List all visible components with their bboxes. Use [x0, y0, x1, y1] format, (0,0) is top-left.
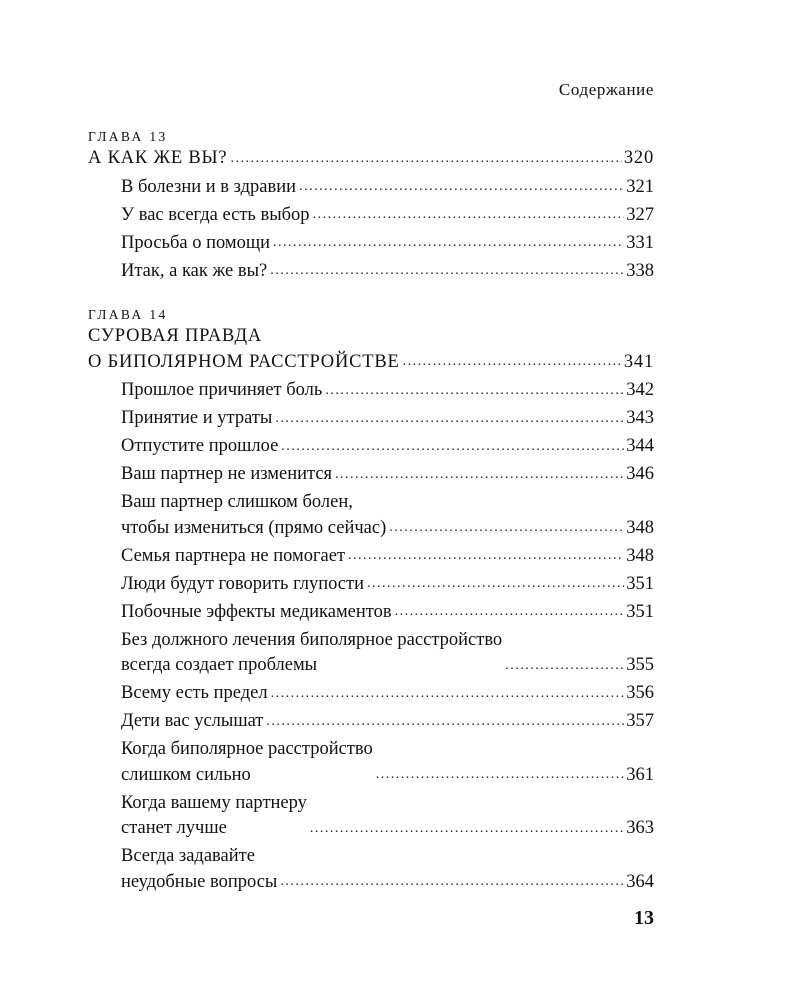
- chapter-14: [88, 306, 654, 895]
- toc-entry[interactable]: [88, 737, 654, 788]
- dot-leader: [505, 653, 624, 678]
- section-title: Прошлое причиняет боль: [121, 380, 323, 400]
- page-folio: 13: [634, 907, 654, 929]
- dot-leader: [395, 599, 625, 624]
- section-title: В болезни и в здравии: [121, 176, 297, 197]
- chapter-title: [88, 324, 400, 375]
- section-title-line: Когда вашему партнеру: [121, 792, 307, 813]
- section-title-line: Когда биполярное расстройство: [121, 739, 373, 759]
- dot-leader: [270, 258, 624, 283]
- section-title-line: Без должного лечения биполярное расстройство: [121, 629, 503, 650]
- page-number: 356: [626, 683, 654, 703]
- toc-entry[interactable]: [88, 709, 654, 735]
- dot-leader: [313, 202, 625, 227]
- toc-entry[interactable]: [88, 203, 654, 229]
- dot-leader: [376, 762, 624, 787]
- page-number: 351: [626, 573, 654, 594]
- section-title-line: Всегда задавайте: [121, 846, 255, 866]
- page-number: 351: [626, 601, 654, 622]
- section-title: Итак, а как же вы?: [121, 260, 268, 281]
- chapter-label: ГЛАВА 14: [88, 307, 168, 322]
- dot-leader: [389, 515, 624, 540]
- dot-leader: [335, 462, 624, 487]
- section-title-line: неудобные вопросы: [121, 871, 278, 892]
- toc-entry[interactable]: [88, 572, 654, 598]
- toc-entry[interactable]: [88, 259, 654, 285]
- table-of-contents: [88, 128, 654, 917]
- dot-leader: [281, 434, 624, 459]
- toc-entry[interactable]: [88, 462, 654, 488]
- dot-leader: [271, 681, 625, 706]
- toc-entry[interactable]: [88, 791, 654, 842]
- section-title: Отпустите прошлое: [121, 436, 279, 456]
- section-title: Семья партнера не помогает: [121, 545, 346, 566]
- chapter-title: А КАК ЖЕ ВЫ?: [88, 148, 228, 168]
- dot-leader: [266, 709, 624, 734]
- toc-entry[interactable]: [88, 175, 654, 201]
- page-number: 341: [623, 351, 654, 372]
- dot-leader: [325, 378, 624, 403]
- section-title-line: станет лучше: [121, 818, 227, 838]
- page-number: 361: [626, 764, 654, 785]
- toc-entry[interactable]: [88, 544, 654, 570]
- page-number: 320: [623, 148, 654, 168]
- dot-leader: [310, 816, 624, 841]
- running-head: Содержание: [558, 80, 654, 99]
- page-number: 348: [626, 517, 654, 538]
- toc-entry[interactable]: [88, 681, 654, 707]
- page-number: 348: [626, 545, 654, 566]
- section-title: Всему есть предел: [121, 683, 268, 703]
- chapter-title-entry[interactable]: [88, 146, 654, 172]
- section-title: Люди будут говорить глупости: [121, 573, 365, 594]
- section-title: Дети вас услышат: [121, 711, 264, 731]
- section-title-line: Ваш партнер слишком болен,: [121, 492, 353, 512]
- page-number: 355: [626, 655, 654, 675]
- section-title-line: слишком сильно: [121, 764, 251, 785]
- dot-leader: [230, 146, 621, 171]
- section-title: Побочные эффекты медикаментов: [121, 601, 392, 622]
- dot-leader: [273, 230, 624, 255]
- chapter-title-entry[interactable]: [88, 324, 654, 375]
- page-number: 331: [626, 232, 654, 253]
- page-number: 321: [626, 176, 654, 197]
- page-number: 343: [626, 408, 654, 428]
- page-number: 342: [626, 380, 654, 400]
- dot-leader: [367, 571, 624, 596]
- dot-leader: [275, 406, 624, 431]
- chapter-13: [88, 128, 654, 284]
- toc-entry[interactable]: [88, 378, 654, 404]
- toc-entry[interactable]: [88, 844, 654, 895]
- dot-leader: [299, 174, 624, 199]
- chapter-title-line: СУРОВАЯ ПРАВДА: [88, 326, 263, 346]
- section-title: [121, 490, 386, 541]
- section-title: [121, 844, 277, 895]
- dot-leader: [403, 349, 622, 374]
- section-title: [121, 628, 502, 679]
- toc-entry[interactable]: [88, 434, 654, 460]
- page-number: 363: [626, 818, 654, 838]
- page-number: 364: [626, 871, 654, 892]
- section-title: [121, 791, 307, 842]
- page-number: 327: [626, 204, 654, 225]
- section-title-line: чтобы измениться (прямо сейчас): [121, 517, 387, 538]
- book-page: [88, 0, 654, 1000]
- page-number: 357: [626, 711, 654, 731]
- section-title: Просьба о помощи: [121, 232, 270, 253]
- toc-entry[interactable]: [88, 628, 654, 679]
- toc-entry[interactable]: [88, 490, 654, 541]
- toc-entry[interactable]: [88, 406, 654, 432]
- section-title: Ваш партнер не изменится: [121, 464, 333, 484]
- page-number: 346: [626, 464, 654, 484]
- section-title-line: всегда создает проблемы: [121, 655, 318, 675]
- section-title: У вас всегда есть выбор: [121, 204, 310, 225]
- dot-leader: [280, 869, 624, 894]
- toc-entry[interactable]: [88, 231, 654, 257]
- chapter-label: ГЛАВА 13: [88, 129, 168, 144]
- section-title: Принятие и утраты: [121, 408, 273, 428]
- section-title: [121, 737, 373, 788]
- page-number: 344: [626, 436, 654, 456]
- page-number: 338: [626, 260, 654, 281]
- chapter-title-line: О БИПОЛЯРНОМ РАССТРОЙСТВЕ: [88, 351, 400, 372]
- toc-entry[interactable]: [88, 600, 654, 626]
- dot-leader: [348, 543, 624, 568]
